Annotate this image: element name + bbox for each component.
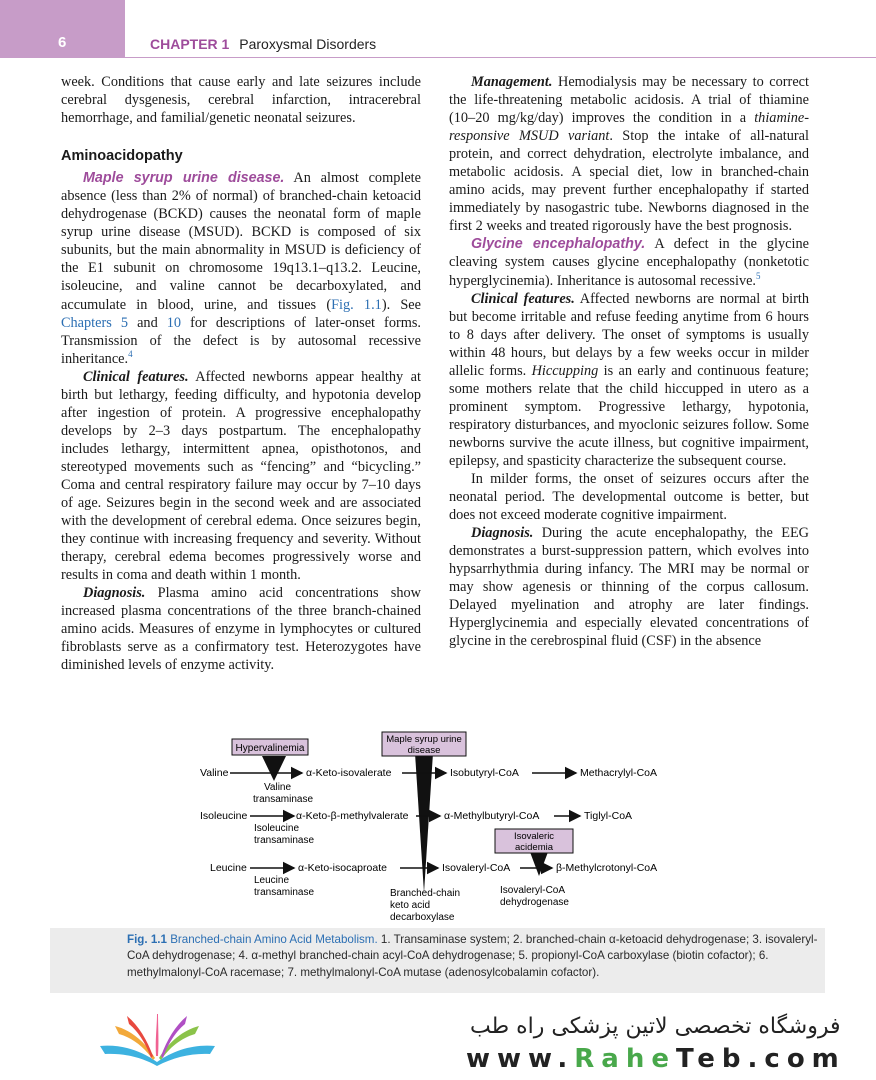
left-column xyxy=(61,73,421,675)
block-msud-icon xyxy=(415,753,433,893)
label-tiglyl: Tiglyl-CoA xyxy=(584,810,633,822)
clinical-text: Affected newborns appear healthy at birth but lethargy, feeding difficulty, and hypotonia develop after ingestion of protein. A progressive encephalopathy develops by 2–3 days postpartum. The encephalopathy includes lethargy, intermittent apnea, opisthotonos, and stereotyped movements such as “fencing” and “bicycling.” Coma and central respiratory failure may occur by 7–10 days of age. Seizures begin in the second week and are associated with the development of cerebral edema. Once seizures begin, they continue with increasing frequency and severity. Without therapy, cerebral edema becomes progressively worse and results in coma and death within 1 month. xyxy=(61,368,421,584)
run-in-heading-management: Management. xyxy=(471,74,553,90)
run-in-heading-diagnosis-2: Diagnosis. xyxy=(471,525,534,542)
caption-label: Fig. 1.1 xyxy=(127,933,167,946)
watermark-persian-text: فروشگاه تخصصی لاتین پزشکی راه طب xyxy=(470,1014,841,1039)
url-part-2: Rahe xyxy=(574,1044,676,1074)
label-valine: Valine xyxy=(200,767,229,779)
paragraph-msud-clinical xyxy=(61,368,421,585)
label-isovaleric-2: acidemia xyxy=(514,842,554,853)
msud-text-c: and xyxy=(128,314,167,331)
link-fig-1-1[interactable]: Fig. 1.1 xyxy=(331,296,382,313)
clinical-text-b: is an early and continuous feature; some mothers relate that the child hiccupped in utero as a prominent symptom. Progressive lethargy, hypotonia, respiratory disturbances, and myoclonic seizures follow. Some newborns survive the acute illness, but cognitive impairment, epilepsy, and spasticity characterize the subsequent course. xyxy=(449,362,809,469)
label-methacrylyl: Methacrylyl-CoA xyxy=(580,767,658,779)
link-chapter-10[interactable]: 10 xyxy=(166,314,182,331)
run-in-heading-clinical-2: Clinical features. xyxy=(471,290,575,307)
paragraph-management xyxy=(449,73,809,235)
label-ivd-1: Isovaleryl-CoA xyxy=(500,885,566,896)
paragraph-glycine-diagnosis xyxy=(449,524,809,650)
paragraph-intro: week. Conditions that cause early and late seizures include cerebral dysgenesis, cerebral infarction, intracerebral hemorrhage, and familial/genetic neonatal seizures. xyxy=(61,74,421,127)
link-chapter-5[interactable]: Chapters 5 xyxy=(61,314,129,331)
label-keto-isocaproate: α-Keto-isocaproate xyxy=(298,862,387,874)
glycine-text: A defect in the glycine cleaving system causes glycine encephalopathy (nonketotic hyperglycinemia). Inheritance is autosomal recessive. xyxy=(449,236,809,289)
url-part-3: Teb xyxy=(676,1044,748,1074)
label-isoleucine: Isoleucine xyxy=(200,810,248,822)
metabolism-diagram xyxy=(50,718,825,928)
reference-4[interactable]: 4 xyxy=(128,348,133,359)
msud-text-a: An almost complete absence (less than 2% of normal) of branched-chain ketoacid dehydrogenase (BCKD) causes the neonatal form of maple syrup urine disease (MSUD). BCKD is composed of six subunits, but the main abnormality in MSUD is deficiency of the E1 subunit on chromosome 19q13.1–q13.2. Leucine, isoleucine, and valine cannot be decarboxylated, and accumulate in blood, urine, and tissues ( xyxy=(61,170,421,313)
label-bckd-3: decarboxylase xyxy=(390,912,455,923)
label-ivd-2: dehydrogenase xyxy=(500,897,569,908)
header-rule xyxy=(125,57,876,58)
management-text-b: . Stop the intake of all-natural protein, and correct dehydration, electrolyte imbalance, and metabolic acidosis. A special diet, low in branched-chain amino acids, may prevent further encephalopathy if started immediately by nasogastric tube. Newborns diagnosed in the first 2 weeks and treated rigorously have the best prognosis. xyxy=(449,128,809,235)
reference-5[interactable]: 5 xyxy=(756,270,761,281)
paragraph-msud-diagnosis xyxy=(61,584,421,674)
msud-text-b: ). See xyxy=(381,296,421,313)
label-isoleucine-transaminase-2: transaminase xyxy=(254,835,315,846)
chapter-label: CHAPTER 1 xyxy=(150,36,230,52)
label-msud-1: Maple syrup urine xyxy=(386,734,462,745)
run-in-heading-msud: Maple syrup urine disease. xyxy=(83,170,285,187)
page-number: 6 xyxy=(58,34,67,51)
run-in-heading-clinical: Clinical features. xyxy=(83,368,189,385)
label-hypervalinemia: Hypervalinemia xyxy=(235,743,305,754)
label-bckd-1: Branched-chain xyxy=(390,888,461,899)
run-in-heading-glycine: Glycine encephalopathy. xyxy=(471,236,646,253)
label-keto-isovalerate: α-Keto-isovalerate xyxy=(306,767,392,779)
right-column xyxy=(449,73,809,651)
paragraph-msud xyxy=(61,169,421,368)
clinical-text-a: Affected newborns are normal at birth but become irritable and refuse feeding anytime from 6 hours to 8 days after delivery. The onset of symptoms is usually within 48 hours, but delays by a few weeks occur in milder allelic forms. xyxy=(449,290,809,379)
paragraph-glycine-clinical xyxy=(449,290,809,470)
label-isobutyryl: Isobutyryl-CoA xyxy=(450,767,519,779)
chapter-title: Paroxysmal Disorders xyxy=(239,36,377,52)
diagnosis-text: Plasma amino acid concentrations show increased plasma concentrations of the three branch-chained amino acids. Measures of enzyme in lymphocytes or cultured fibroblasts serve as a confirmatory test. Heterozygotes have diminished levels of enzyme activity. xyxy=(61,585,421,674)
watermark-url xyxy=(466,1044,846,1074)
label-bckd-2: keto acid xyxy=(390,900,431,911)
paragraph-glycine xyxy=(449,235,809,289)
label-valine-transaminase-1: Valine xyxy=(264,782,292,793)
label-valine-transaminase-2: transaminase xyxy=(253,794,314,805)
url-part-4: .com xyxy=(747,1044,846,1074)
label-keto-methylvalerate: α-Keto-β-methylvalerate xyxy=(296,810,409,822)
msud-text-d: for descriptions of later-onset forms. Transmission of the defect is by autosomal recessive inheritance. xyxy=(61,314,421,367)
block-hypervalinemia-icon xyxy=(262,756,286,781)
section-heading-aminoacidopathy: Aminoacidopathy xyxy=(61,148,183,165)
label-isovaleric-1: Isovaleric xyxy=(513,831,555,842)
label-leucine-transaminase-1: Leucine xyxy=(254,875,290,886)
chapter-heading xyxy=(150,36,376,52)
label-msud-2: disease xyxy=(407,745,441,756)
management-text-a: Hemodialysis may be necessary to correct the life-threatening metabolic acidosis. A trial of thiamine (10–20 mg/kg/day) improves the condition in a xyxy=(449,74,809,127)
management-italic: thiamine-responsive MSUD variant xyxy=(449,110,809,145)
paragraph-milder-forms: In milder forms, the onset of seizures occurs after the neonatal period. The developmental outcome is better, but does not exceed moderate cognitive impairment. xyxy=(449,471,809,524)
block-isovaleric-icon xyxy=(530,852,548,876)
label-methylbutyryl: α-Methylbutyryl-CoA xyxy=(444,810,540,822)
clinical-italic: Hiccupping xyxy=(531,362,599,379)
run-in-heading-diagnosis: Diagnosis. xyxy=(83,585,146,602)
label-isoleucine-transaminase-1: Isoleucine xyxy=(254,823,300,834)
book-logo-icon xyxy=(95,1010,220,1070)
caption-text: 1. Transaminase system; 2. branched-chain α-ketoacid dehydrogenase; 3. isovaleryl-CoA dehydrogenase; 4. α-methyl branched-chain acyl-CoA dehydrogenase; 5. propionyl-CoA carboxylase (biotin cofactor); 6. methylmalonyl-CoA racemase; 7. methylmalonyl-CoA mutase (adenosylcobalamin cofactor). xyxy=(127,933,818,979)
label-methylcrotonyl: β-Methylcrotonyl-CoA xyxy=(556,862,658,874)
caption-title: Branched-chain Amino Acid Metabolism. xyxy=(170,933,378,946)
url-part-1: www. xyxy=(466,1044,575,1074)
label-leucine-transaminase-2: transaminase xyxy=(254,887,315,898)
running-header xyxy=(0,0,876,58)
label-leucine: Leucine xyxy=(210,862,247,874)
label-isovaleryl: Isovaleryl-CoA xyxy=(442,862,511,874)
figure-1-1 xyxy=(50,718,825,993)
figure-caption xyxy=(127,932,827,981)
diagnosis-text-2: During the acute encephalopathy, the EEG demonstrates a burst-suppression pattern, which evolves into hypsarrhythmia during infancy. The MRI may be normal or may show agenesis or thinning of the corpus callosum. Delayed myelination and atrophy are later findings. Hyperglycinemia and especially elevated concentrations of glycine in the cerebrospinal fluid (CSF) in the absence xyxy=(449,525,809,650)
